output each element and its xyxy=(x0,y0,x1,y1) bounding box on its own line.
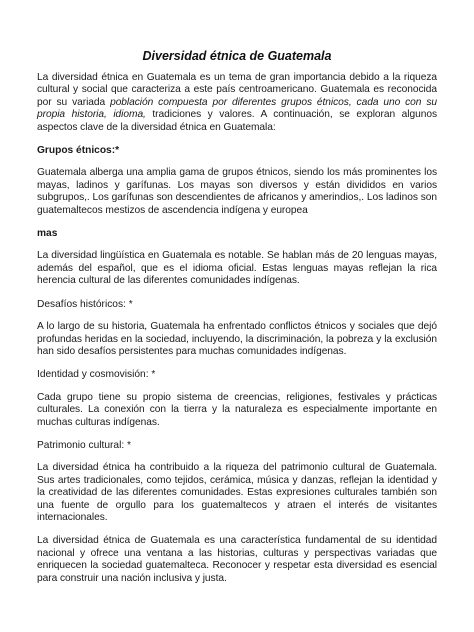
section-heading-grupos-etnicos: Grupos étnicos:* xyxy=(37,145,120,157)
section-heading-identidad: Identidad y cosmovisión: * xyxy=(37,369,156,381)
document-title: Diversidad étnica de Guatemala xyxy=(142,49,332,63)
intro-italic-text: población compuesta por diferentes grupos étnicos, cada uno con su propia historia, idioma, xyxy=(37,96,437,121)
document-page xyxy=(37,48,437,596)
section-body-grupos-etnicos: Guatemala alberga una amplia gama de grupos étnicos, siendo los más prominentes los mayas, ladinos y garífunas. Los mayas son diversos y están divididos en varios subgrupos,. Los garífunas son descendientes de africanos y amerindios,. Los ladinos son guatemaltecos mestizos de ascendencia indígena y europea xyxy=(37,167,437,216)
section-body-desafios: A lo largo de su historia, Guatemala ha enfrentado conflictos étnicos y sociales que dejó profundas heridas en la sociedad, incluyendo, la discriminación, la pobreza y la exclusión han sido desafíos persistentes para muchas comunidades indígenas. xyxy=(37,321,437,357)
intro-text-1: La diversidad étnica en Guatemala es un tema de gran importancia debido a la riqueza cultural y social que caracteriza a este país centroamericano. Guatemala es reconocida por su variada xyxy=(37,72,437,108)
section-body-patrimonio: La diversidad étnica ha contribuido a la riqueza del patrimonio cultural de Guatemala. Sus artes tradicionales, como tejidos, cerámica, música y danzas, reflejan la identidad y la creatividad de las diferentes comunidades. Estas expresiones culturales también son una fuente de orgullo para los guatemaltecos y atraen el interés de visitantes internacionales. xyxy=(37,462,437,523)
conclusion-paragraph: La diversidad étnica de Guatemala es una característica fundamental de su identidad nacional y ofrece una ventana a las historias, culturas y perspectivas variadas que enriquecen la sociedad guatemalteca. Reconocer y respetar esta diversidad es esencial para construir una nación inclusiva y justa. xyxy=(37,535,437,584)
section-body-identidad: Cada grupo tiene su propio sistema de creencias, religiones, festivales y prácticas culturales. La conexión con la tierra y la naturaleza es especialmente importante en muchas culturas indígenas. xyxy=(37,391,437,428)
section-heading-patrimonio: Patrimonio cultural: * xyxy=(37,439,131,451)
intro-text-2: tradiciones y valores. A continuación, se exploran algunos aspectos clave de la diversidad étnica en Guatemala: xyxy=(37,109,437,133)
section-body-linguistica: La diversidad lingüística en Guatemala es notable. Se hablan más de 20 lenguas mayas, además del español, que es el idioma oficial. Estas lenguas mayas reflejan la rica herencia cultural de las diferentes comunidades indígenas. xyxy=(37,250,437,287)
section-heading-desafios: Desafíos históricos: * xyxy=(37,298,133,310)
section-heading-mas: mas xyxy=(37,228,58,240)
intro-paragraph xyxy=(37,72,437,134)
